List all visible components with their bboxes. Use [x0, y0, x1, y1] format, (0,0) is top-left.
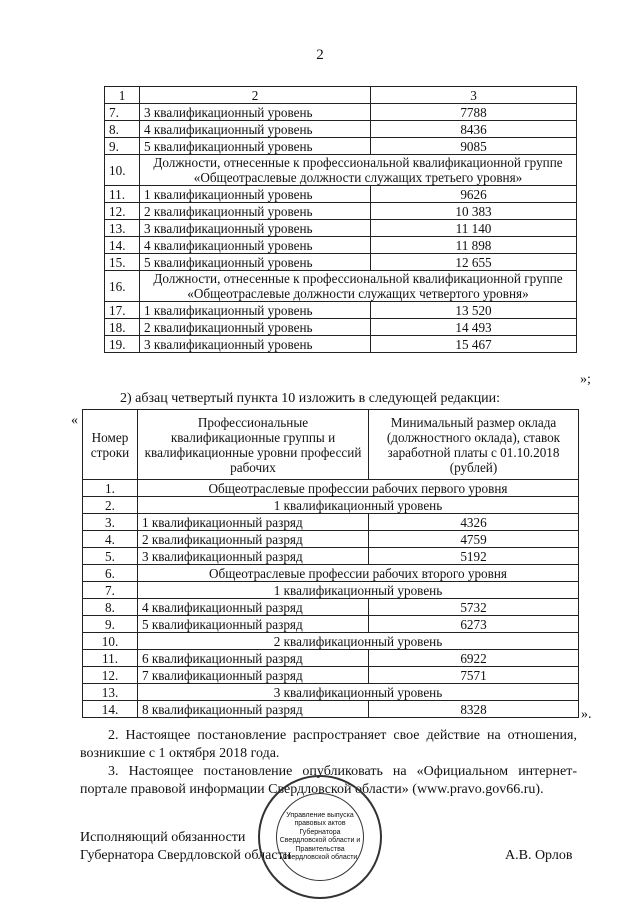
row-number: 18.	[105, 319, 140, 336]
level-name: 2 квалификационный уровень	[140, 203, 371, 220]
row-number: 10.	[105, 155, 140, 186]
group-heading: Общеотраслевые профессии рабочих второго уровня	[138, 565, 579, 582]
table1-closing-quote: »;	[580, 372, 591, 387]
table-row	[105, 254, 577, 271]
salary-value: 8328	[369, 701, 579, 718]
group-heading: 3 квалификационный уровень	[138, 684, 579, 701]
row-number: 15.	[105, 254, 140, 271]
salary-value: 8436	[371, 121, 577, 138]
table-row	[83, 667, 579, 684]
table1-header-col1: 1	[105, 87, 140, 104]
row-number: 14.	[105, 237, 140, 254]
table-row	[83, 531, 579, 548]
level-name: 5 квалификационный уровень	[140, 254, 371, 271]
intro-line: 2) абзац четвертый пункта 10 изложить в следующей редакции:	[120, 391, 501, 406]
page-number: 2	[316, 47, 324, 63]
salary-value: 7571	[369, 667, 579, 684]
table1-header-col3: 3	[371, 87, 577, 104]
group-heading: Общеотраслевые профессии рабочих первого уровня	[138, 480, 579, 497]
table-row	[105, 138, 577, 155]
row-number: 17.	[105, 302, 140, 319]
salary-value: 6273	[369, 616, 579, 633]
row-number: 13.	[105, 220, 140, 237]
row-number: 19.	[105, 336, 140, 353]
group-heading: 1 квалификационный уровень	[138, 497, 579, 514]
table-row	[83, 599, 579, 616]
row-number: 1.	[83, 480, 138, 497]
table-row	[105, 220, 577, 237]
level-name: 4 квалификационный уровень	[140, 237, 371, 254]
salary-value: 5732	[369, 599, 579, 616]
salary-value: 13 520	[371, 302, 577, 319]
row-number: 11.	[83, 650, 138, 667]
table-row	[83, 633, 579, 650]
salary-value: 9085	[371, 138, 577, 155]
salary-value: 10 383	[371, 203, 577, 220]
row-number: 2.	[83, 497, 138, 514]
paragraph-2: 2. Настоящее постановление распространяет свое действие на отношения, возникшие с 1 октября 2018 года.	[80, 728, 577, 761]
level-name: 5 квалификационный уровень	[140, 138, 371, 155]
salary-value: 5192	[369, 548, 579, 565]
table2-header-group: Профессиональные квалификационные группы и квалификационные уровни профессий рабочих	[138, 410, 369, 480]
grade-name: 4 квалификационный разряд	[138, 599, 369, 616]
row-number: 9.	[105, 138, 140, 155]
grade-name: 6 квалификационный разряд	[138, 650, 369, 667]
level-name: 2 квалификационный уровень	[140, 319, 371, 336]
level-name: 3 квалификационный уровень	[140, 220, 371, 237]
level-name: 1 квалификационный уровень	[140, 186, 371, 203]
row-number: 5.	[83, 548, 138, 565]
table2-header-number: Номер строки	[83, 410, 138, 480]
table-row	[105, 121, 577, 138]
table-row	[83, 514, 579, 531]
stamp-text: Управление выпуска правовых актов Губернатора Свердловской области и Правительства Свердловской области	[276, 793, 364, 881]
salary-value: 11 140	[371, 220, 577, 237]
group-heading: 1 квалификационный уровень	[138, 582, 579, 599]
row-number: 8.	[105, 121, 140, 138]
table1-header-row	[105, 87, 577, 104]
table-row	[105, 302, 577, 319]
row-number: 7.	[83, 582, 138, 599]
table-row	[83, 650, 579, 667]
salary-value: 12 655	[371, 254, 577, 271]
level-name: 4 квалификационный уровень	[140, 121, 371, 138]
row-number: 16.	[105, 271, 140, 302]
table-row	[83, 684, 579, 701]
grade-name: 5 квалификационный разряд	[138, 616, 369, 633]
salary-value: 15 467	[371, 336, 577, 353]
table-row	[105, 271, 577, 302]
table-row	[83, 701, 579, 718]
group-heading: 2 квалификационный уровень	[138, 633, 579, 650]
table-row	[105, 319, 577, 336]
row-number: 14.	[83, 701, 138, 718]
signature-position-line1: Исполняющий обязанности	[80, 830, 246, 845]
table-row	[105, 203, 577, 220]
signature-name: А.В. Орлов	[505, 848, 573, 863]
table-row	[105, 155, 577, 186]
row-number: 9.	[83, 616, 138, 633]
row-number: 3.	[83, 514, 138, 531]
grade-name: 7 квалификационный разряд	[138, 667, 369, 684]
table-row	[83, 497, 579, 514]
level-name: 1 квалификационный уровень	[140, 302, 371, 319]
table2-open-quote: «	[71, 413, 78, 428]
group-heading: Должности, отнесенные к профессиональной квалификационной группе «Общеотраслевые должности служащих третьего уровня»	[140, 155, 577, 186]
signature-position-line2: Губернатора Свердловской области	[80, 848, 292, 863]
salary-table-workers	[82, 409, 579, 718]
group-heading: Должности, отнесенные к профессиональной квалификационной группе «Общеотраслевые должности служащих четвертого уровня»	[140, 271, 577, 302]
row-number: 13.	[83, 684, 138, 701]
official-stamp	[258, 775, 382, 899]
level-name: 3 квалификационный уровень	[140, 104, 371, 121]
row-number: 10.	[83, 633, 138, 650]
table-row	[105, 336, 577, 353]
salary-value: 4326	[369, 514, 579, 531]
salary-value: 9626	[371, 186, 577, 203]
row-number: 6.	[83, 565, 138, 582]
salary-value: 4759	[369, 531, 579, 548]
table-row	[105, 104, 577, 121]
table-row	[83, 582, 579, 599]
table-row	[83, 616, 579, 633]
salary-value: 6922	[369, 650, 579, 667]
row-number: 8.	[83, 599, 138, 616]
level-name: 3 квалификационный уровень	[140, 336, 371, 353]
row-number: 12.	[105, 203, 140, 220]
row-number: 12.	[83, 667, 138, 684]
table2-header-salary: Минимальный размер оклада (должностного оклада), ставок заработной платы с 01.10.2018 (рублей)	[369, 410, 579, 480]
grade-name: 1 квалификационный разряд	[138, 514, 369, 531]
salary-value: 7788	[371, 104, 577, 121]
salary-value: 14 493	[371, 319, 577, 336]
table-row	[83, 565, 579, 582]
salary-value: 11 898	[371, 237, 577, 254]
grade-name: 3 квалификационный разряд	[138, 548, 369, 565]
table2-closing-quote: ».	[581, 707, 592, 722]
row-number: 7.	[105, 104, 140, 121]
grade-name: 2 квалификационный разряд	[138, 531, 369, 548]
table-row	[83, 480, 579, 497]
row-number: 4.	[83, 531, 138, 548]
row-number: 11.	[105, 186, 140, 203]
salary-table-employees	[104, 86, 577, 353]
table-row	[83, 548, 579, 565]
grade-name: 8 квалификационный разряд	[138, 701, 369, 718]
table1-header-col2: 2	[140, 87, 371, 104]
table-row	[105, 186, 577, 203]
table-row	[105, 237, 577, 254]
paragraph-3: 3. Настоящее постановление опубликовать на «Официальном интернет-портале правовой информации Свердловской области» (www.pravo.gov66.ru).	[80, 764, 577, 797]
